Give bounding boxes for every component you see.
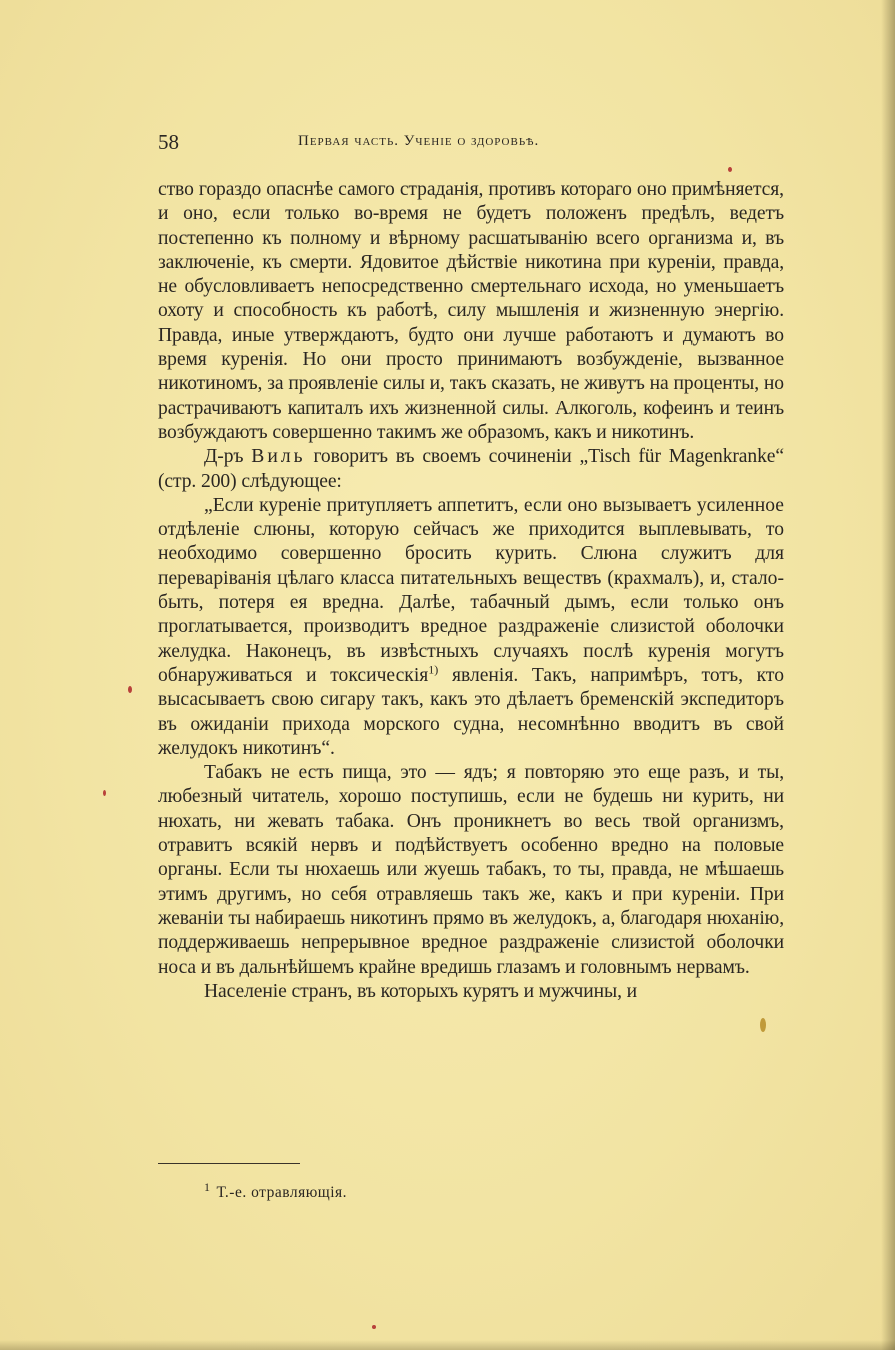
paragraph-2: [158, 445, 784, 494]
ink-speck: [728, 167, 732, 172]
ink-speck: [372, 1325, 376, 1329]
footnote-rule: [158, 1163, 300, 1164]
page-number: 58: [158, 130, 179, 154]
quotation-text-end: явленія. Такъ, напримѣръ, тотъ, кто высасываетъ свою сигару такъ, какъ это дѣлаетъ бременскій экспедиторъ въ ожиданіи прихода морского судна, несомнѣнно вводитъ въ свой желудокъ никотинъ“.: [158, 664, 784, 759]
ink-speck: [103, 790, 106, 796]
quotation-text: „Если куреніе притупляетъ аппетитъ, если оно вызываетъ усиленное отдѣленіе слюны, которую сейчасъ же приходится выплевывать, то необходимо совершенно бросить курить. Слюна служитъ для переваріванія цѣлаго класса питательныхъ веществъ (крахмалъ), и, стало-быть, потеря ея вредна. Далѣе, табачный дымъ, если только онъ проглатывается, производитъ вредное раздраженіе слизистой оболочки желудка. Наконецъ, въ извѣстныхъ случаяхъ послѣ куренія могутъ обнаруживаться и токсическія: [158, 494, 784, 686]
paragraph-2-rest: говоритъ въ своемъ сочиненіи „Tisch für Magenkranke“ (стр. 200) слѣдующее:: [158, 446, 784, 492]
running-head: Первая часть. Ученіе о здоровьѣ.: [298, 133, 540, 149]
paragraph-5: Населеніе странъ, въ которыхъ курятъ и мужчины, и: [204, 980, 638, 1002]
paragraph-2-lead: Д-ръ: [204, 446, 252, 468]
footnote-text: Т.-е. отравляющія.: [216, 1184, 348, 1202]
page-header: [158, 130, 784, 156]
ink-speck: [760, 1018, 766, 1032]
footnote-reference: 1): [428, 662, 439, 677]
paragraph-1: ство гораздо опаснѣе самого страданія, противъ котораго оно примѣняется, и оно, если только во-время не будетъ положенъ предѣлъ, ведетъ постепенно къ полному и вѣрному расшатыванію всего организма и, въ заключеніе, къ смерти. Ядовитое дѣйствіе никотина при куреніи, правда, не обусловливаетъ непосредственно смертельнаго исхода, но уменьшаетъ охоту и способность къ работѣ, силу мышленія и жизненную энергію. Правда, иные утверждаютъ, будто они лучше работаютъ и думаютъ во время куренія. Но они просто принимаютъ возбужденіе, вызванное никотиномъ, за проявленіе силы и, такъ сказать, не живутъ на проценты, но растрачиваютъ капиталъ ихъ жизненной силы. Алкоголь, кофеинъ и теинъ возбуждаютъ совершенно такимъ же образомъ, какъ и никотинъ.: [158, 179, 784, 443]
ink-speck: [128, 686, 132, 693]
body-text: [158, 178, 784, 1004]
footnote: [204, 1180, 347, 1202]
page-bottom-shadow: [0, 1340, 895, 1350]
page-edge-shadow: [881, 0, 895, 1350]
paragraph-4: Табакъ не есть пища, это — ядъ; я повторяю это еще разъ, и ты, любезный читатель, хорошо поступишь, если не будешь ни курить, ни нюхать, ни жевать табака. Онъ проникнетъ во весь твой организмъ, отравитъ всякій нервъ и подѣйствуетъ особенно вредно на половые органы. Если ты нюхаешь или жуешь табакъ, то ты, правда, не мѣшаешь этимъ другимъ, но себя отравляешь такъ же, какъ и при куреніи. При жеваніи ты набираешь никотинъ прямо въ желудокъ, а, благодаря нюханію, поддерживаешь непрерывное вредное раздраженіе слизистой оболочки носа и въ дальнѣйшемъ крайне вредишь глазамъ и головнымъ нервамъ.: [158, 762, 784, 978]
author-name: Виль: [251, 446, 306, 468]
footnote-number: 1: [204, 1180, 211, 1194]
quotation-paragraph: [158, 494, 784, 761]
